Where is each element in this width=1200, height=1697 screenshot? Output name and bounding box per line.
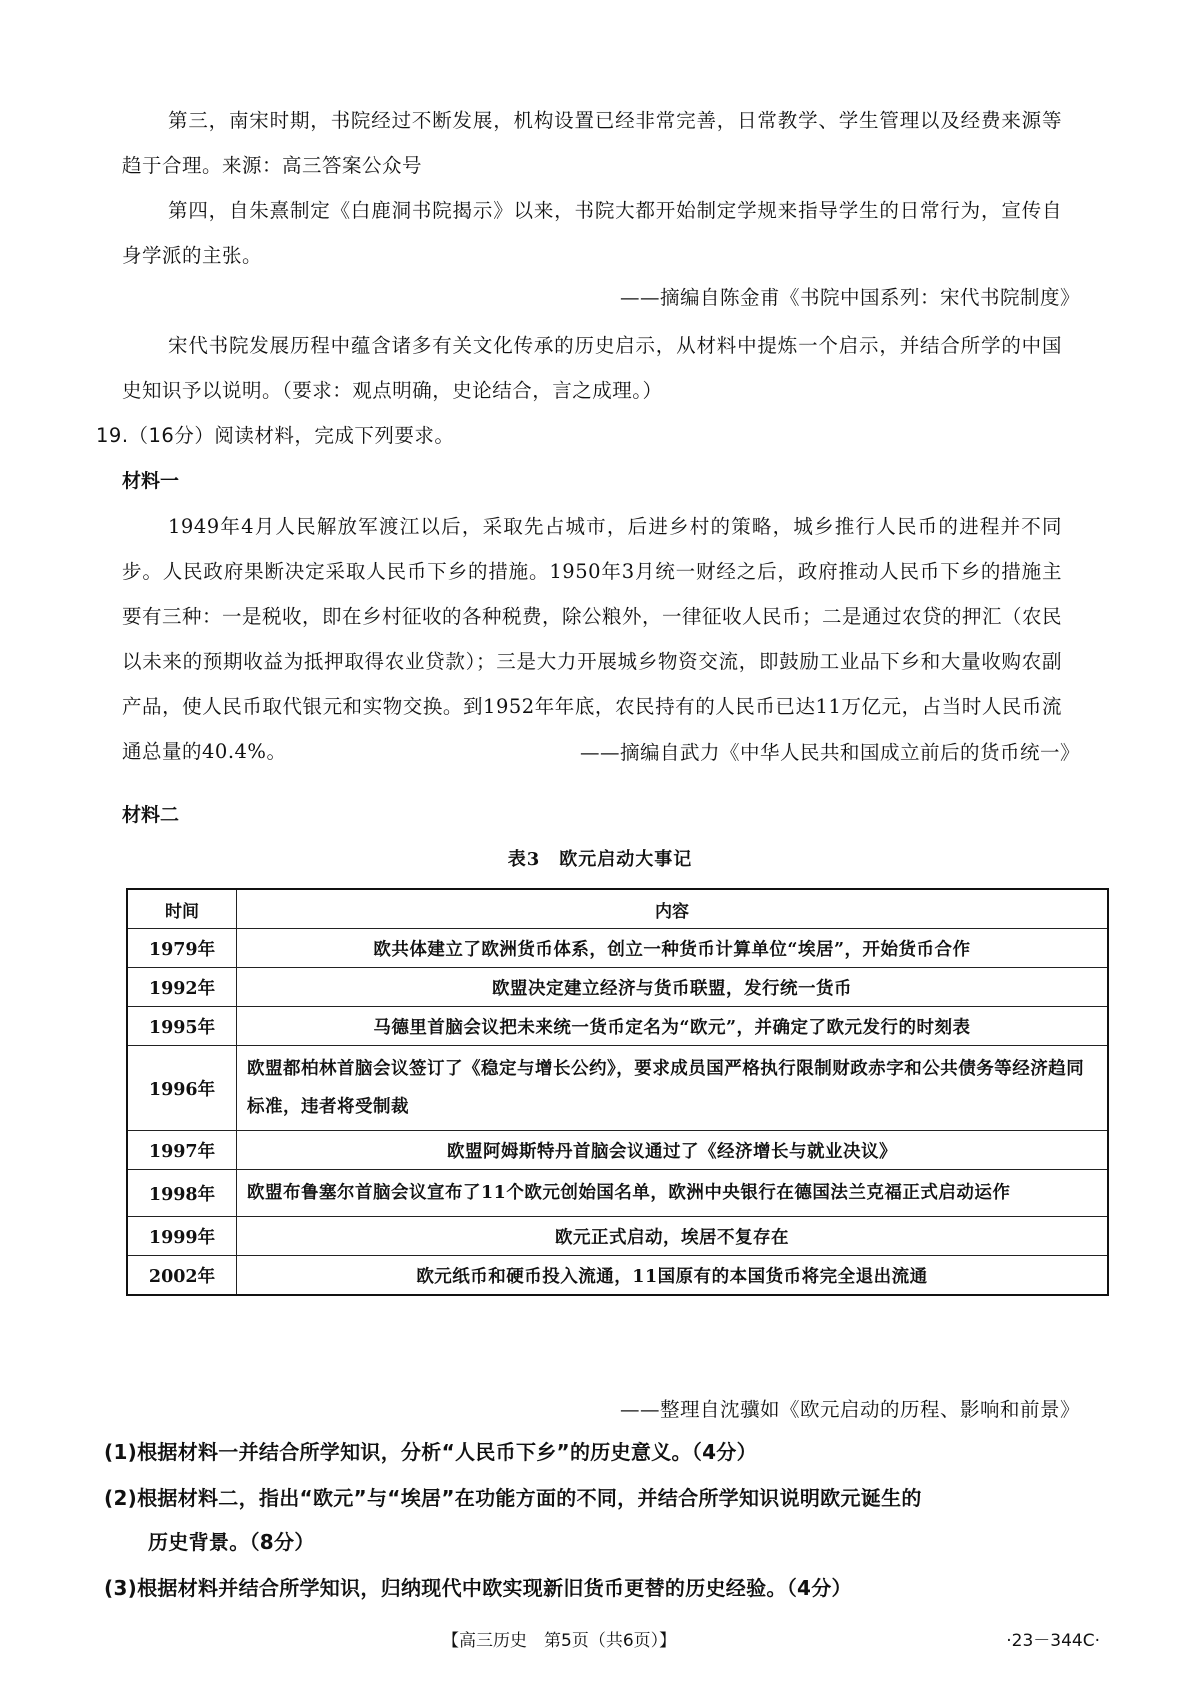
- passage-prompt: 宋代书院发展历程中蕴含诸多有关文化传承的历史启示，从材料中提炼一个启示，并结合所学的中国史知识予以说明。（要求：观点明确，史论结合，言之成理。）: [122, 334, 1062, 402]
- material-1-text: 1949年4月人民解放军渡江以后，采取先占城市，后进乡村的策略，城乡推行人民币的进程并不同步。人民政府果断决定采取人民币下乡的措施。1950年3月统一财经之后，政府推动人民币下乡的措施主要有三种：一是税收，即在乡村征收的各种税费，除公粮外，一律征收人民币；二是通过农贷的押汇（农民以未来的预期收益为抵押取得农业贷款）；三是大力开展城乡物资交流，即鼓励工业品下乡和大量收购农副产品，使人民币取代银元和实物交换。到1952年年底，农民持有的人民币已达11万亿元，占当时人民币流通总量的40.4%。: [122, 515, 1063, 763]
- question-19-header: 19.（16分）阅读材料，完成下列要求。: [96, 424, 455, 447]
- row-content: 欧盟都柏林首脑会议签订了《稳定与增长公约》，要求成员国严格执行限制财政赤字和公共债务等经济趋同标准，违者将受制裁: [237, 1046, 1109, 1131]
- footer-code: ·23－344C·: [1006, 1631, 1100, 1651]
- page-footer: [0, 1626, 1200, 1656]
- euro-events-table: [126, 888, 1109, 1296]
- row-content: 欧元纸币和硬币投入流通，11国原有的本国货币将完全退出流通: [237, 1256, 1109, 1296]
- row-content: 欧盟决定建立经济与货币联盟，发行统一货币: [237, 968, 1109, 1007]
- table-row: [127, 1007, 1108, 1046]
- row-year: 1996年: [127, 1046, 237, 1131]
- row-content: 欧盟布鲁塞尔首脑会议宣布了11个欧元创始国名单，欧洲中央银行在德国法兰克福正式启动运作: [237, 1170, 1109, 1217]
- column-header-time: 时间: [127, 889, 237, 929]
- sub-question-1: [104, 1430, 1104, 1474]
- passage-point-3: 第三，南宋时期，书院经过不断发展，机构设置已经非常完善，日常教学、学生管理以及经费来源等趋于合理。来源：高三答案公众号: [122, 109, 1062, 177]
- row-year: 1995年: [127, 1007, 237, 1046]
- table-caption: 表3 欧元启动大事记: [507, 849, 693, 870]
- sub-question-3: [104, 1566, 1104, 1610]
- row-content: 欧共体建立了欧洲货币体系，创立一种货币计算单位“埃居”，开始货币合作: [237, 929, 1109, 968]
- material-2-label: 材料二: [122, 804, 180, 826]
- table-row: [127, 1046, 1108, 1131]
- sub-question-2-text: (2)根据材料二，指出“欧元”与“埃居”在功能方面的不同，并结合所学知识说明欧元诞生的: [104, 1486, 922, 1510]
- row-content: 欧盟阿姆斯特丹首脑会议通过了《经济增长与就业决议》: [237, 1131, 1109, 1170]
- row-year: 1997年: [127, 1131, 237, 1170]
- passage-point-4: 第四，自朱熹制定《白鹿洞书院揭示》以来，书院大都开始制定学规来指导学生的日常行为，宣传自身学派的主张。: [122, 199, 1062, 267]
- table-header-row: [127, 889, 1108, 929]
- sub-question-2: [104, 1476, 1104, 1564]
- row-content: 欧元正式启动，埃居不复存在: [237, 1217, 1109, 1256]
- row-year: 1979年: [127, 929, 237, 968]
- sub-question-2-continuation: 历史背景。（8分）: [148, 1530, 315, 1554]
- passage-source: ——摘编自陈金甫《书院中国系列：宋代书院制度》: [619, 286, 1080, 309]
- row-content: 马德里首脑会议把未来统一货币定名为“欧元”，并确定了欧元发行的时刻表: [237, 1007, 1109, 1046]
- table-row: [127, 1170, 1108, 1217]
- sub-question-3-text: (3)根据材料并结合所学知识，归纳现代中欧实现新旧货币更替的历史经验。（4分）: [104, 1576, 852, 1600]
- sub-question-1-text: (1)根据材料一并结合所学知识，分析“人民币下乡”的历史意义。（4分）: [104, 1440, 757, 1464]
- footer-page-info: 【高三历史 第5页（共6页）】: [442, 1631, 677, 1651]
- table-row: [127, 1256, 1108, 1296]
- table-row: [127, 1131, 1108, 1170]
- table-row: [127, 1217, 1108, 1256]
- table-row: [127, 929, 1108, 968]
- material-2-source: ——整理自沈骥如《欧元启动的历程、影响和前景》: [619, 1398, 1080, 1421]
- row-year: 1992年: [127, 968, 237, 1007]
- row-year: 1998年: [127, 1170, 237, 1217]
- row-year: 1999年: [127, 1217, 237, 1256]
- table-row: [127, 968, 1108, 1007]
- row-year: 2002年: [127, 1256, 237, 1296]
- material-1-label: 材料一: [122, 470, 180, 492]
- material-1-source: ——摘编自武力《中华人民共和国成立前后的货币统一》: [579, 741, 1080, 764]
- column-header-content: 内容: [237, 889, 1109, 929]
